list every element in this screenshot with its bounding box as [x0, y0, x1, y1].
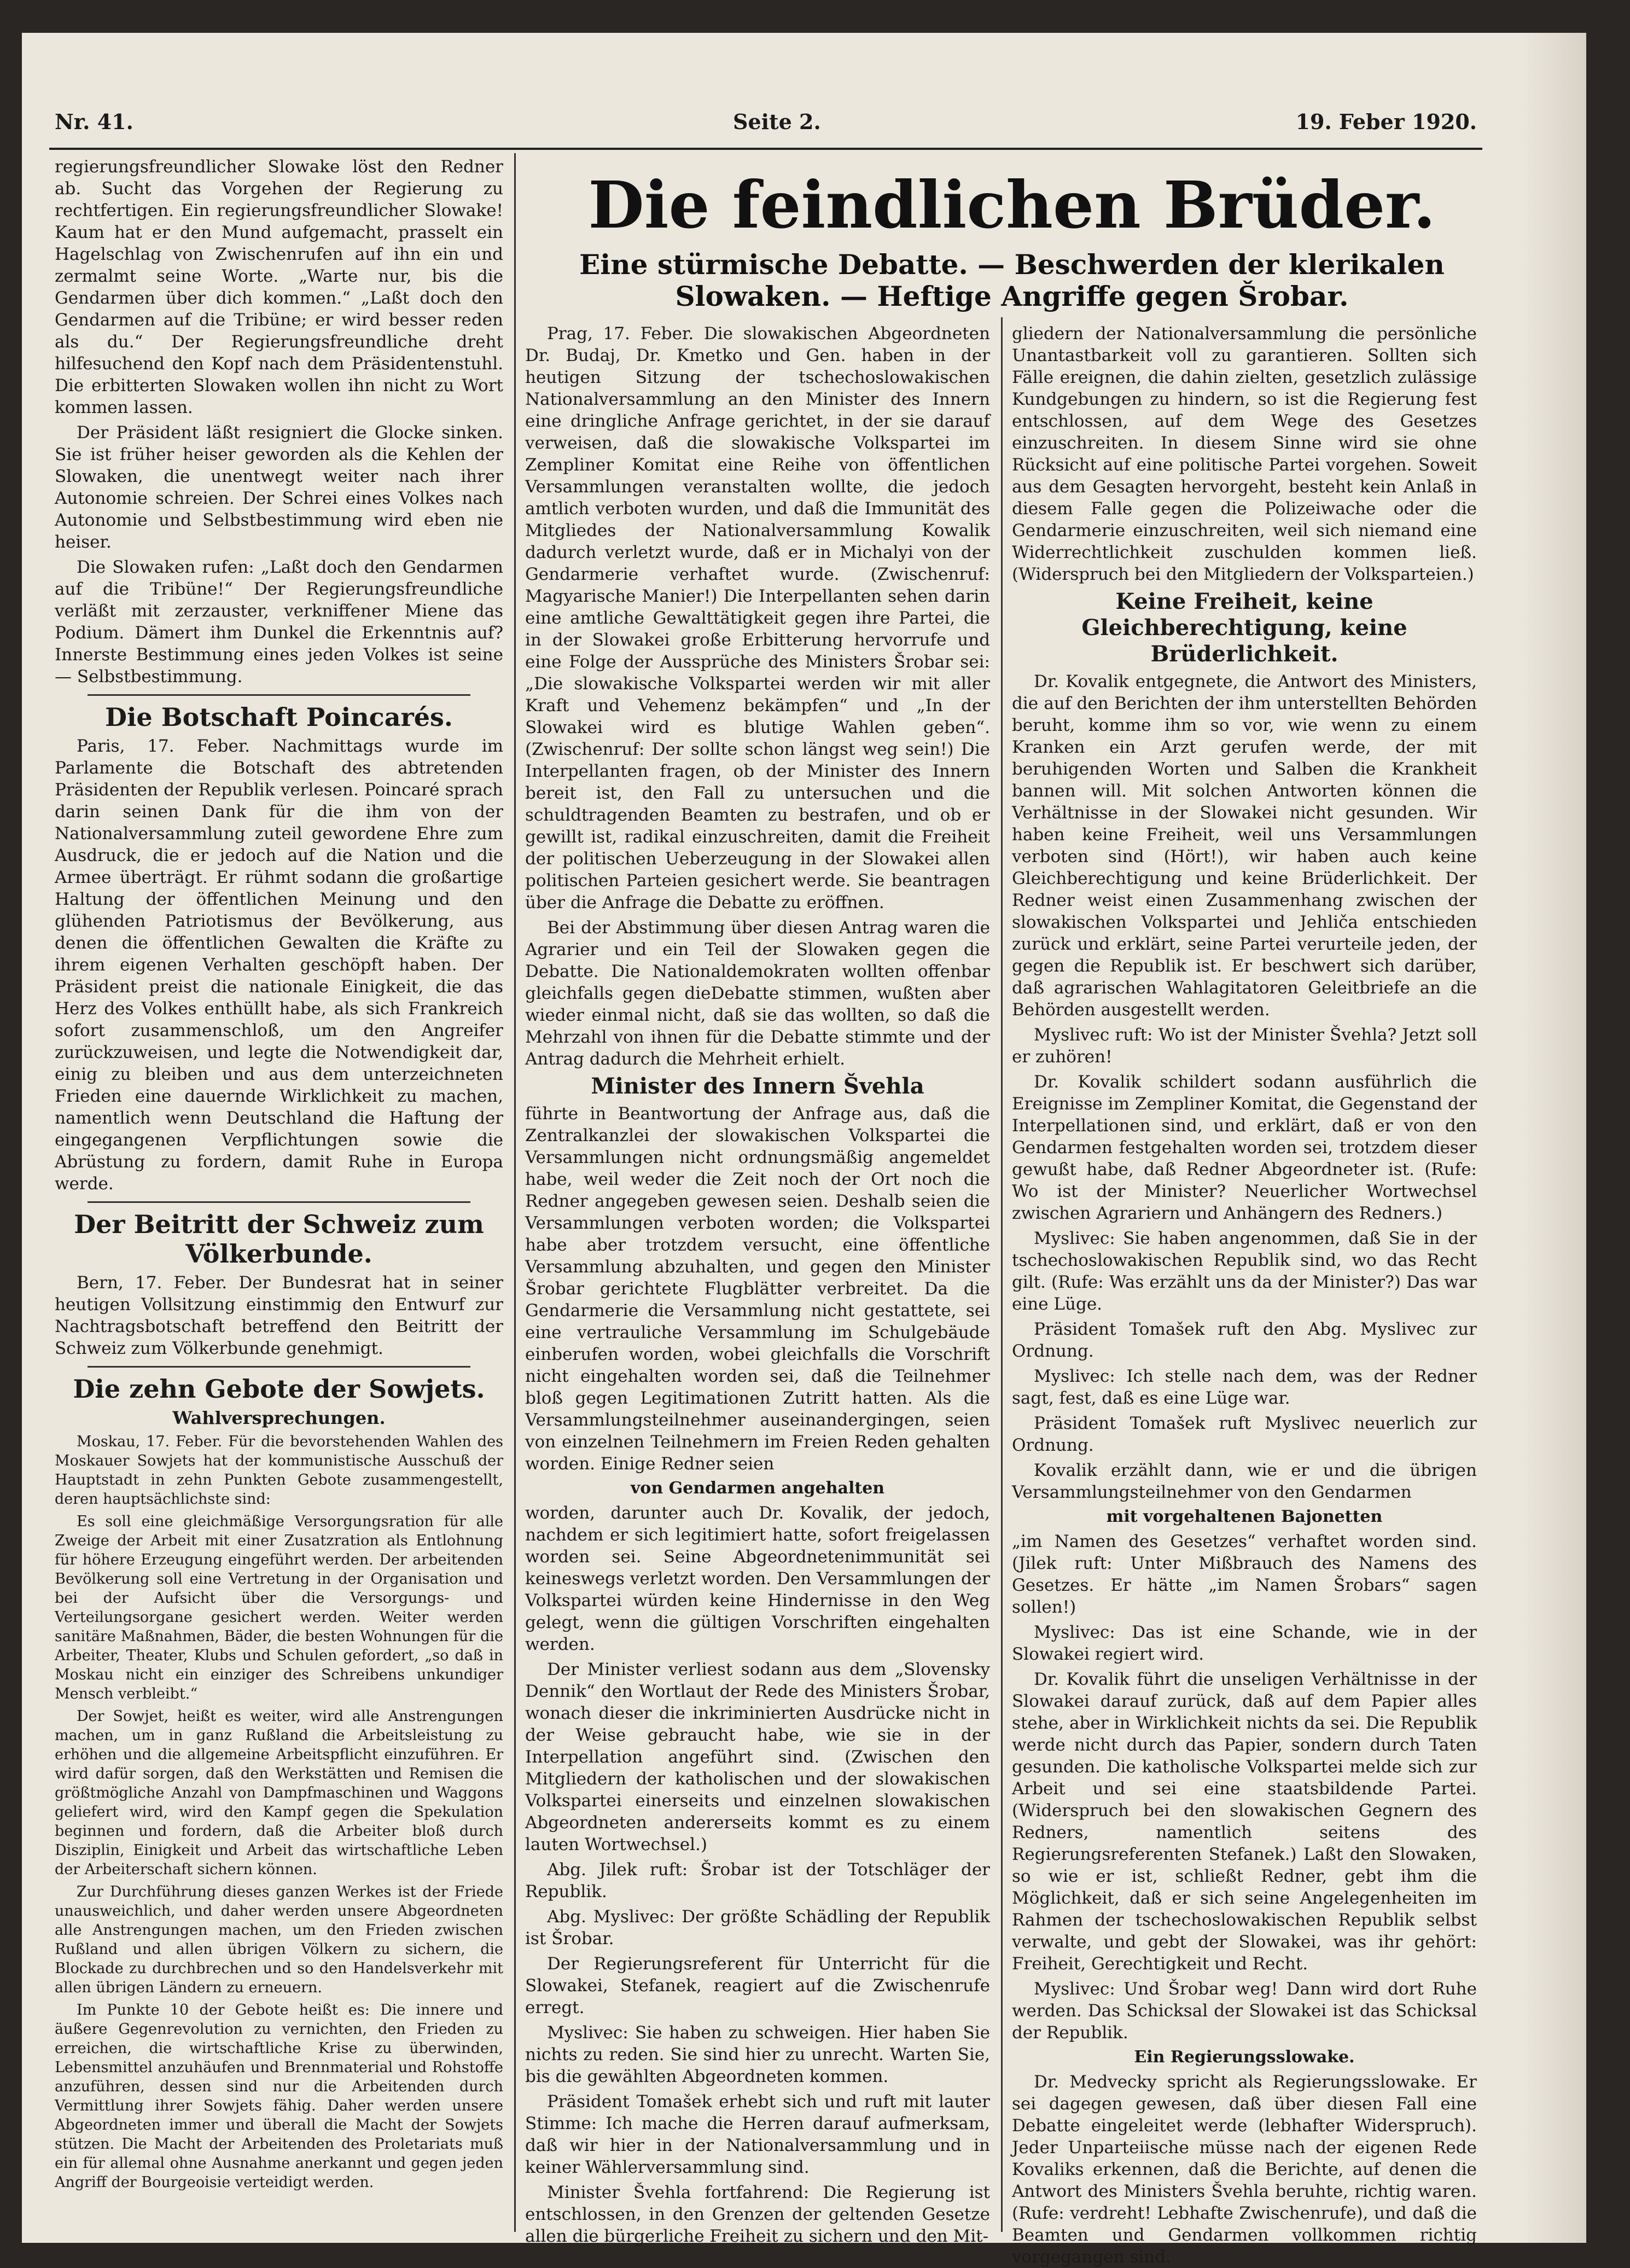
article-paragraph: Myslivec: Und Šrobar weg! Dann wird dort Ruhe werden. Das Schicksal der Slowakei ist das Schicksal der Republik. [1012, 1979, 1477, 2043]
section-rule [88, 694, 470, 696]
article-paragraph: Der Sowjet, heißt es weiter, wird alle Anstrengungen machen, um in ganz Rußland die Arbeitsleistung zu erhöhen und die allgemeine Arbeitspflicht einzuführen. Er wird dafür sorgen, daß den Werkstätten und Remisen die größtmögliche Anzahl von Dampfmaschinen und Waggons geliefert wird, wird den Kampf gegen die Spekulation beginnen und fordern, daß die Arbeiter bloß durch Disziplin, Einigkeit und Arbeit das wirtschaftliche Leben der Arbeiterschaft sichern können. [55, 1708, 503, 1878]
article-paragraph: regierungsfreundlicher Slowake löst den Redner ab. Sucht das Vorgehen der Regierung zu rechtfertigen. Ein regierungsfreundlicher Slowake! Kaum hat er den Mund aufgemacht, prasselt ein Hagelschlag von Zwischenrufen auf ihn ein und zermalmt seine Worte. „Warte nur, bis die Gendarmen über dich kommen.“ „Laßt doch den Gendarmen auf die Tribüne; er wird besser reden als du.“ Der Regierungsfreundliche dreht hilfesuchend den Kopf nach dem Präsidentenstuhl. Die erbitterten Slowaken wollen ihn nicht zu Wort kommen lassen. [55, 157, 503, 417]
article-paragraph: Myslivec: Sie haben angenommen, daß Sie in der tschechoslowakischen Republik sind, wo das Recht gilt. (Rufe: Was erzählt uns da der Minister?) Das war eine Lüge. [1012, 1229, 1477, 1314]
header-rule [49, 148, 1482, 150]
article-paragraph: Der Minister verliest sodann aus dem „Slovensky Dennik“ den Wortlaut der Rede des Ministers Šrobar, wonach dieser die inkriminierten Ausdrücke nicht in der Weise gebraucht habe, wie sie in der Interpellation angeführt sind. (Zwischen den Mitgliedern der katholischen und der slowakischen Volkspartei einerseits und einzelnen slowakischen Abgeordneten andererseits kommt es zu einem lauten Wortwechsel.) [525, 1660, 990, 1854]
newspaper-page [22, 33, 1586, 2267]
column-rule-1 [514, 153, 516, 2232]
article-paragraph: Dr. Kovalik führt die unseligen Verhältnisse in der Slowakei darauf zurück, daß auf dem Papier alles stehe, aber in Wirklichkeit nichts da sei. Die Republik werde nicht durch das Papier, sondern durch Taten gesunden. Die katholische Volkspartei melde sich zur Arbeit und sei eine staatsbildende Partei. (Widerspruch bei den slowakischen Gegnern des Redners, namentlich seitens des Regierungsreferenten Stefanek.) Laßt den Slowaken, so wie er ist, schließt Redner, gebt ihm die Möglichkeit, daß er sich seine Angelegenheiten im Rahmen der tschechoslowakischen Republik selbst verwalte, und gebt der Slowakei, was ihr gehört: Freiheit, Gerechtigkeit und Recht. [1012, 1670, 1477, 1974]
column-3 [1012, 323, 1477, 2267]
article-paragraph: Myslivec: Sie haben zu schweigen. Hier haben Sie nichts zu reden. Sie sind hier zu unrecht. Warten Sie, bis die gewählten Abgeordneten kommen. [525, 2023, 990, 2086]
subheadline-sowjets: Wahlversprechungen. [172, 1408, 386, 1428]
column-2 [525, 323, 990, 2246]
article-paragraph: „im Namen des Gesetzes“ verhaftet worden sind. (Jilek ruft: Unter Mißbrauch des Namens des Gesetzes. Er hätte „im Namen Šrobars“ sagen sollen!) [1012, 1532, 1477, 1617]
article-paragraph: Myslivec: Das ist eine Schande, wie in der Slowakei regiert wird. [1012, 1623, 1477, 1664]
article-paragraph: Der Präsident läßt resigniert die Glocke sinken. Sie ist früher heiser geworden als die Kehlen der Slowaken, die unentwegt weiter nach ihrer Autonomie schreien. Der Schrei eines Volkes nach Autonomie und Selbstbestimmung wird eben nie heiser. [55, 423, 503, 552]
section-head-gendarmen: von Gendarmen angehalten [630, 1479, 885, 1498]
article-paragraph: Paris, 17. Feber. Nachmittags wurde im Parlamente die Botschaft des abtretenden Präsidenten der Republik verlesen. Poincaré sprach darin seinen Dank für die ihm von der Nationalversammlung zuteil gewordene Ehre zum Ausdruck, die er jedoch auf die Nation und die Armee überträgt. Er rühmt sodann die großartige Haltung der öffentlichen Meinung und den glühenden Patriotismus der Bevölkerung, aus denen die öffentlichen Gewalten die Kräfte zu ihrem eigenen Verhalten geschöpft haben. Der Präsident preist die nationale Einigkeit, die das Herz des Volkes enthüllt habe, als sich Frankreich sofort zusammenschloß, um den Angreifer zurückzuweisen, und legte die Notwendigkeit dar, einig zu bleiben und aus dem unterzeichneten Frieden eine dauernde Wirklichkeit zu machen, namentlich wenn Deutschland die Haftung der eingegangenen Verpflichtungen sowie die Abrüstung zu fordern, damit Ruhe in Europa werde. [55, 736, 503, 1194]
article-paragraph: Minister Švehla fortfahrend: Die Regierung ist entschlossen, in den Grenzen der geltenden Gesetze allen die bürgerliche Freiheit zu sichern und den Mit- [525, 2183, 990, 2246]
article-paragraph: Präsident Tomašek ruft Myslivec neuerlich zur Ordnung. [1012, 1414, 1477, 1455]
page-edge-shadow [1521, 33, 1586, 2243]
article-paragraph: Im Punkte 10 der Gebote heißt es: Die innere und äußere Gegenrevolution zu vernichten, den Frieden zu erreichen, die wirtschaftliche Krise zu überwinden, Lebensmittel anzuhäufen und Brennmaterial und Rohstoffe anzuführen, dessen sind nur die Arbeitenden durch Vermittlung ihrer Sowjets fähig. Daher werden unsere Abgeordneten immer und überall die Macht der Sowjets stützen. Die Macht der Arbeitenden des Proletariats muß ein für allemal ohne Ausnahme anerkannt und gegen jeden Angriff der Bourgeoisie verteidigt werden. [55, 2002, 503, 2191]
article-paragraph: worden, darunter auch Dr. Kovalik, der jedoch, nachdem er sich legitimiert hatte, sofort freigelassen worden sei. Seine Abgeordnetenimmunität sei keineswegs verletzt worden. Den Versammlungen der Volkspartei würden keine Hindernisse in den Weg gelegt, wenn die gültigen Vorschriften eingehalten werden. [525, 1503, 990, 1654]
main-subheadline: Eine stürmische Debatte. — Beschwerden der klerikalen Slowaken. — Heftige Angriffe gegen Šrobar. [579, 248, 1445, 312]
article-paragraph: Es soll eine gleichmäßige Versorgungsration für alle Zweige der Arbeit mit einer Zusatzration als Entlohnung für höhere Erzeugung eingeführt werden. Der arbeitenden Bevölkerung soll eine Vertretung in der Organisation und bei der Aufsicht über die Versorgungs- und Verteilungsorgane gesichert werden. Weiter werden sanitäre Maßnahmen, Bäder, die besten Wohnungen für die Arbeiter, Theater, Klubs und Schulen gefordert, „so daß in Moskau nicht ein einziger des Schreibens unkundiger Mensch verbleibt.“ [55, 1513, 503, 1702]
article-paragraph: Die Slowaken rufen: „Laßt doch den Gendarmen auf die Tribüne!“ Der Regierungsfreundliche verläßt mit zerzauster, verkniffener Miene das Podium. Dämert ihm Dunkel die Erkenntnis auf? Innerste Bestimmung eines jeden Volkes ist seine — Selbstbestimmung. [55, 557, 503, 687]
article-paragraph: Moskau, 17. Feber. Für die bevorstehenden Wahlen des Moskauer Sowjets hat der kommunistische Ausschuß der Hauptstadt in zehn Punkten Gebote zusammengestellt, deren hauptsächlichste sind: [55, 1433, 503, 1508]
article-paragraph: Dr. Kovalik schildert sodann ausführlich die Ereignisse im Zempliner Komitat, die Gegenstand der Interpellationen sind, und erklärt, daß er von den Gendarmen festgehalten worden sei, trotzdem dieser gewußt habe, daß Redner Abgeordneter ist. (Rufe: Wo ist der Minister? Neuerlicher Wortwechsel zwischen Agrariern und Anhängern des Redners.) [1012, 1072, 1477, 1223]
headline-poincare: Die Botschaft Poincarés. [105, 702, 453, 732]
article-paragraph: Bern, 17. Feber. Der Bundesrat hat in seiner heutigen Vollsitzung einstimmig den Entwurf zur Nachtragsbotschaft betreffend den Beitritt der Schweiz zum Völkerbunde genehmigt. [55, 1273, 503, 1358]
page-header [55, 109, 1477, 153]
article-paragraph: Abg. Jilek ruft: Šrobar ist der Totschläger der Republik. [525, 1860, 990, 1901]
article-paragraph: Dr. Medvecky spricht als Regierungsslowake. Er sei dagegen gewesen, daß über diesen Fall eine Debatte eingeleitet werde (lebhafter Widerspruch). Jeder Unparteiische müsse nach der eigenen Rede Kovaliks erkennen, daß die Berichte, auf denen die Antwort des Ministers Švehla beruhte, richtig waren. (Rufe: verdreht! Lebhafte Zwischenrufe), und daß die Beamten und Gendarmen vollkommen richtig vorgegangen sind. [1012, 2072, 1477, 2267]
section-head-regierungsslowake: Ein Regierungsslowake. [1134, 2048, 1355, 2067]
article-paragraph: Präsident Tomašek ruft den Abg. Myslivec zur Ordnung. [1012, 1319, 1477, 1361]
page-number: Seite 2. [733, 109, 821, 134]
article-paragraph: Kovalik erzählt dann, wie er und die übrigen Versammlungsteilnehmer von den Gendarmen [1012, 1461, 1477, 1502]
section-rule [88, 1201, 470, 1203]
article-paragraph: Prag, 17. Feber. Die slowakischen Abgeordneten Dr. Budaj, Dr. Kmetko und Gen. haben in der heutigen Sitzung der tschechoslowakischen Nationalversammlung an den Minister des Innern eine dringliche Anfrage gerichtet, in der sie darauf verweisen, daß die slowakische Volkspartei im Zempliner Komitat eine Reihe von öffentlichen Versammlungen veranstalten wollte, die jedoch amtlich verboten wurden, und daß die Immunität des Mitgliedes der Nationalversammlung Kowalik dadurch verletzt wurde, daß er in Michalyi von der Gendarmerie verhaftet wurde. (Zwischenruf: Magyarische Manier!) Die Interpellanten sehen darin eine amtliche Gewalttätigkeit gegen ihre Partei, die in der Slowakei große Erbitterung hervorrufe und eine Folge der Aussprüche des Ministers Šrobar sei: „Die slowakische Volkspartei werden wir mit aller Kraft und Vehemenz bekämpfen“ und „In der Slowakei wird es blutige Wahlen geben“. (Zwischenruf: Der sollte schon längst weg sein!) Die Interpellanten fragen, ob der Minister des Innern bereit ist, den Fall zu untersuchen und die schuldtragenden Beamten zu bestrafen, und ob er gewillt ist, radikal einzuschreiten, damit die Freiheit der politischen Ueberzeugung in der Slowakei allen politischen Parteien gesichert werde. Sie beantragen über die Anfrage die Debatte zu eröffnen. [525, 324, 990, 912]
section-head-svehla: Minister des Innern Švehla [591, 1073, 924, 1099]
column-rule-2 [1001, 317, 1003, 2232]
article-paragraph: Zur Durchführung dieses ganzen Werkes ist der Friede unausweichlich, und daher werden unsere Abgeordneten alle Anstrengungen machen, um den Frieden zwischen Rußland und allen übrigen Völkern zu sichern, die Blockade zu durchbrechen und so den Handelsverkehr mit allen übrigen Ländern zu erneuern. [55, 1883, 503, 1996]
article-paragraph: Myslivec: Ich stelle nach dem, was der Redner sagt, fest, daß es eine Lüge war. [1012, 1366, 1477, 1408]
column-1 [55, 156, 503, 2235]
section-head-freiheit: Keine Freiheit, keine Gleichberechtigung, keine Brüderlichkeit. [1081, 589, 1407, 667]
section-rule [88, 1366, 470, 1368]
issue-number: Nr. 41. [55, 109, 133, 134]
section-head-bajonette: mit vorgehaltenen Bajonetten [1106, 1507, 1383, 1526]
article-paragraph: gliedern der Nationalversammlung die persönliche Unantastbarkeit voll zu garantieren. Sollten sich Fälle ereignen, die dahin zielten, gesetzlich zulässige Kundgebungen zu hindern, so ist die Regierung fest entschlossen, auf dem Wege des Gesetzes einzuschreiten. In diesem Sinne wird sie ohne Rücksicht auf eine politische Partei vorgehen. Soweit aus dem Gesagten hervorgeht, besteht kein Anlaß in diesem Falle gegen die Polizeiwache oder die Gendarmerie einzuschreiten, weil sich niemand eine Widerrechtlichkeit zuschulden kommen ließ. (Widerspruch bei den Mitgliedern der Volksparteien.) [1012, 324, 1477, 584]
issue-date: 19. Feber 1920. [1295, 109, 1477, 134]
main-headline: Die feindlichen Brüder. [588, 167, 1436, 243]
article-paragraph: Der Regierungsreferent für Unterricht für die Slowakei, Stefanek, reagiert auf die Zwischenrufe erregt. [525, 1954, 990, 2017]
article-paragraph: Dr. Kovalik entgegnete, die Antwort des Ministers, die auf den Berichten der ihm unterstellten Behörden beruht, komme ihm so vor, wie wenn zu einem Kranken ein Arzt gerufen werde, der mit beruhigenden Worten und Salben die Krankheit bannen will. Mit solchen Antworten können die Verhältnisse in der Slowakei nicht gesunden. Wir haben keine Freiheit, weil uns Versammlungen verboten sind (Hört!), wir haben auch keine Gleichberechtigung und keine Brüderlichkeit. Der Redner weist einen Zusammenhang zwischen der slowakischen Volkspartei und Jehliča entschieden zurück und erklärt, seine Partei verurteile jeden, der gegen die Republik ist. Er beschwert sich darüber, daß agrarischen Wahlagitatoren Geleitbriefe an die Behörden ausgestellt werden. [1012, 672, 1477, 1020]
article-paragraph: Myslivec ruft: Wo ist der Minister Švehla? Jetzt soll er zuhören! [1012, 1025, 1477, 1067]
article-paragraph: Präsident Tomašek erhebt sich und ruft mit lauter Stimme: Ich mache die Herren darauf aufmerksam, daß wir hier in der Nationalversammlung und in keiner Wählerversammlung sind. [525, 2092, 990, 2177]
article-paragraph: Abg. Myslivec: Der größte Schädling der Republik ist Šrobar. [525, 1907, 990, 1949]
article-paragraph: führte in Beantwortung der Anfrage aus, daß die Zentralkanzlei der slowakischen Volkspartei die Versammlungen nicht ordnungsmäßig angemeldet habe, weil weder die Zeit noch der Ort noch die Redner angegeben gewesen seien. Deshalb seien die Versammlungen verboten worden; die Volkspartei habe aber trotzdem versucht, eine öffentliche Versammlung abzuhalten, und gegen den Minister Šrobar gerichtete Flugblätter verbreitet. Da die Gendarmerie die Versammlung nicht gestattete, sei eine vertrauliche Versammlung im Schulgebäude einberufen worden, wobei gleichfalls die Vorschrift nicht eingehalten worden sei, daß die Teilnehmer bloß gegen Legitimationen Zutritt hatten. Als die Versammlungsteilnehmer auseinandergingen, seien von einzelnen Teilnehmern im Freien Reden gehalten worden. Einige Redner seien [525, 1104, 990, 1474]
article-paragraph: Bei der Abstimmung über diesen Antrag waren die Agrarier und ein Teil der Slowaken gegen die Debatte. Die Nationaldemokraten wollten offenbar gleichfalls gegen dieDebatte stimmen, wußten aber wieder einmal nicht, daß sie das wollten, so daß die Mehrzahl von ihnen für die Debatte stimmte und der Antrag dadurch die Mehrheit erhielt. [525, 918, 990, 1069]
headline-sowjets: Die zehn Gebote der Sowjets. [73, 1374, 485, 1404]
headline-schweiz: Der Beitritt der Schweiz zum Völkerbunde. [74, 1209, 484, 1269]
